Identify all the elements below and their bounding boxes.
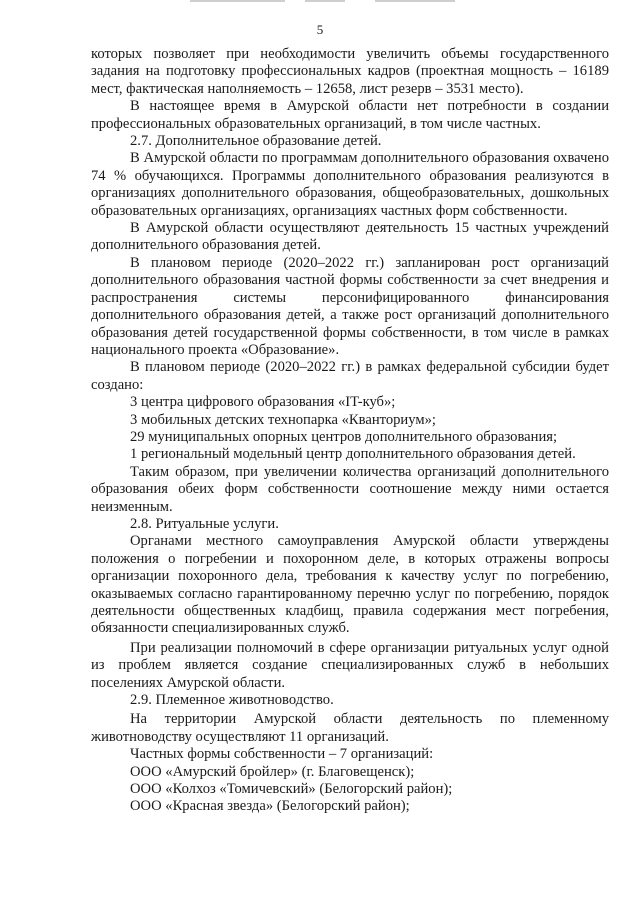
paragraph: Таким образом, при увеличении количества организаций дополнительного образования обеих форм собственности соотношение между ними остается неизменным. (91, 463, 609, 515)
list-item: 1 региональный модельный центр дополнительного образования детей. (130, 446, 576, 463)
paragraph-continuation: которых позволяет при необходимости увеличить объемы государственного задания на подготовку профессиональных кадров (проектная мощность – 16189 мест, фактическая наполняемость – 12658, лист резерв – 3531 место). (91, 46, 609, 97)
paragraph: Частных формы собственности – 7 организаций: (130, 746, 434, 763)
paragraph: В плановом периоде (2020–2022 гг.) запланирован рост организаций дополнительного образования частной формы собственности за счет внедрения и распространения системы персонифицированного финансирования дополнительного образования детей, а также рост организаций дополнительного образования детей государственной формы собственности, в том числе в рамках национального проекта «Образование». (91, 254, 609, 358)
document-body (91, 46, 609, 816)
list-item: ООО «Красная звезда» (Белогорский район); (130, 798, 410, 815)
paragraph: В Амурской области по программам дополнительного образования охвачено 74 % обучающихся. Программы дополнительного образования реализуются в организациях дополнительного образования, общеобразовательных, дошкольных образовательных организациях, организациях частных форм собственности. (91, 150, 609, 219)
list-item: 3 мобильных детских технопарка «Кванториум»; (130, 411, 436, 428)
paragraph: На территории Амурской области деятельность по племенному животноводству осуществляют 11 организаций. (91, 711, 609, 745)
list-item: 3 центра цифрового образования «IT-куб»; (130, 394, 396, 411)
section-heading: 2.9. Племенное животноводство. (130, 692, 334, 709)
section-heading: 2.8. Ритуальные услуги. (130, 515, 279, 532)
paragraph: В плановом периоде (2020–2022 гг.) в рамках федеральной субсидии будет создано: (91, 359, 609, 393)
paragraph: При реализации полномочий в сфере организации ритуальных услуг одной из проблем является создание специализированных служб в небольших поселениях Амурской области. (91, 639, 609, 691)
paragraph: Органами местного самоуправления Амурской области утверждены положения о погребении и похоронном деле, в которых отражены вопросы организации похоронного дела, требования к качеству услуг по погребению, оказываемых согласно гарантированному перечню услуг по погребению, порядок деятельности общественных кладбищ, правила содержания мест погребения, обязанности специализированных служб. (91, 533, 609, 637)
page-number: 5 (316, 22, 324, 37)
scan-top-edge (0, 0, 640, 2)
list-item: ООО «Колхоз «Томичевский» (Белогорский район); (130, 781, 453, 798)
list-item: ООО «Амурский бройлер» (г. Благовещенск); (130, 763, 415, 780)
paragraph: В настоящее время в Амурской области нет потребности в создании профессиональных образовательных организаций, в том числе частных. (91, 98, 609, 132)
paragraph: В Амурской области осуществляют деятельность 15 частных учреждений дополнительного образования детей. (91, 220, 609, 254)
section-heading: 2.7. Дополнительное образование детей. (130, 133, 382, 150)
list-item: 29 муниципальных опорных центров дополнительного образования; (130, 428, 558, 445)
